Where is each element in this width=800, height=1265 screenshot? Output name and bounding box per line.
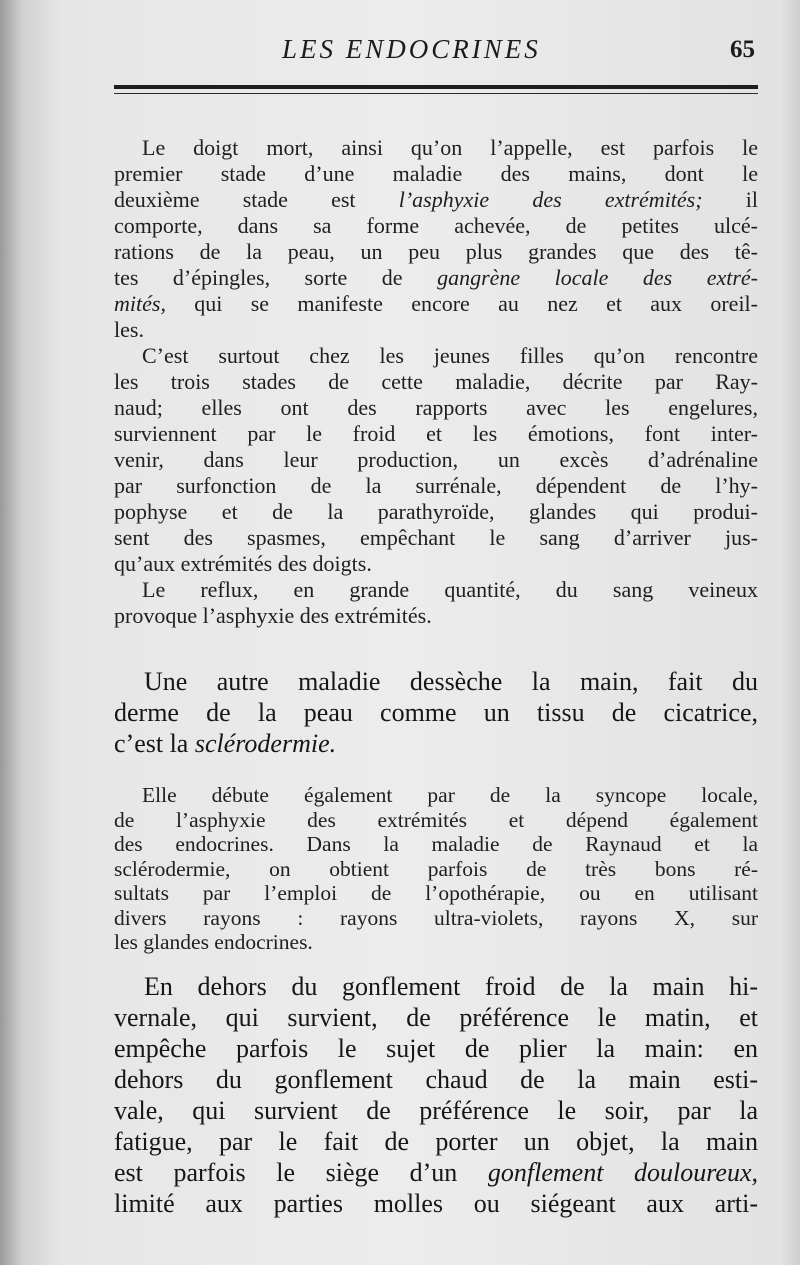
italic-term: sclérodermie. — [194, 729, 337, 758]
text-line: vale, qui survient de préférence le soir, par la — [114, 1096, 758, 1125]
text-line: surviennent par le froid et les émotions, font inter- — [114, 421, 758, 446]
text-line: vernale, qui survient, de préférence le matin, et — [114, 1003, 758, 1032]
paragraph-sclerodermie-intro — [114, 666, 758, 759]
text-line: rations de la peau, un peu plus grandes que des tê- — [114, 239, 758, 264]
text-line: tes d’épingles, sorte de gangrène locale des extré- — [114, 265, 759, 290]
text-line: qu’aux extrémités des doigts. — [114, 551, 372, 576]
running-title: LES ENDOCRINES — [282, 34, 541, 64]
text-line: fatigue, par le fait de porter un objet, la main — [114, 1127, 758, 1156]
text-line: de l’asphyxie des extrémités et dépend également — [114, 807, 758, 832]
paragraph-doigt-mort — [114, 135, 758, 629]
paragraph-gonflement — [114, 971, 758, 1219]
text-line: Elle débute également par de la syncope locale, — [142, 783, 758, 807]
text-line: Le doigt mort, ainsi qu’on l’appelle, est parfois le — [142, 135, 758, 160]
text-line: c’est la sclérodermie. — [114, 729, 337, 758]
text-line: comporte, dans sa forme achevée, de petites ulcé- — [114, 213, 758, 238]
header-rule-thick — [114, 85, 758, 89]
text-line: premier stade d’une maladie des mains, dont le — [114, 161, 758, 186]
page-number: 65 — [730, 36, 755, 63]
text-line: mités, qui se manifeste encore au nez et aux oreil- — [114, 291, 758, 316]
italic-term: gonflement douloureux, — [487, 1158, 758, 1187]
italic-term: gangrène locale des extré- — [437, 265, 759, 290]
header-rule-thin — [114, 93, 758, 94]
text-line: dehors du gonflement chaud de la main esti- — [114, 1065, 758, 1094]
text-line: deuxième stade est l’asphyxie des extrémités; il — [114, 187, 758, 212]
text-line: pophyse et de la parathyroïde, glandes qui produi- — [114, 499, 758, 524]
text-line: naud; elles ont des rapports avec les engelures, — [114, 395, 758, 420]
text-line: les. — [114, 317, 144, 342]
text-line: En dehors du gonflement froid de la main hi- — [144, 972, 758, 1001]
italic-term: l’asphyxie des extrémités; — [398, 187, 703, 212]
text-line: venir, dans leur production, un excès d’adrénaline — [114, 447, 758, 472]
text-line: les glandes endocrines. — [114, 930, 313, 954]
text-line: empêche parfois le sujet de plier la main: en — [114, 1034, 758, 1063]
text-line: Le reflux, en grande quantité, du sang veineux — [142, 577, 758, 602]
text-line: divers rayons : rayons ultra-violets, rayons X, sur — [114, 905, 758, 930]
paragraph-syncope — [114, 783, 758, 955]
text-line: sclérodermie, on obtient parfois de très bons ré- — [114, 856, 758, 881]
text-line: est parfois le siège d’un gonflement douloureux, — [114, 1158, 758, 1187]
text-line: par surfonction de la surrénale, dépendent de l’hy- — [114, 473, 758, 498]
text-line: provoque l’asphyxie des extrémités. — [114, 603, 432, 628]
text-line: des endocrines. Dans la maladie de Raynaud et la — [114, 832, 758, 856]
text-line: C’est surtout chez les jeunes filles qu’on rencontre — [142, 343, 758, 368]
italic-term: mités, — [114, 291, 166, 316]
text-line: sultats par l’emploi de l’opothérapie, ou en utilisant — [114, 881, 758, 905]
page-header — [0, 34, 800, 68]
text-line: Une autre maladie dessèche la main, fait du — [144, 667, 758, 696]
text-line: derme de la peau comme un tissu de cicatrice, — [114, 698, 758, 727]
text-line: les trois stades de cette maladie, décrite par Ray- — [114, 369, 758, 394]
text-line: sent des spasmes, empêchant le sang d’arriver jus- — [114, 525, 758, 550]
text-line: limité aux parties molles ou siégeant aux arti- — [114, 1189, 758, 1218]
